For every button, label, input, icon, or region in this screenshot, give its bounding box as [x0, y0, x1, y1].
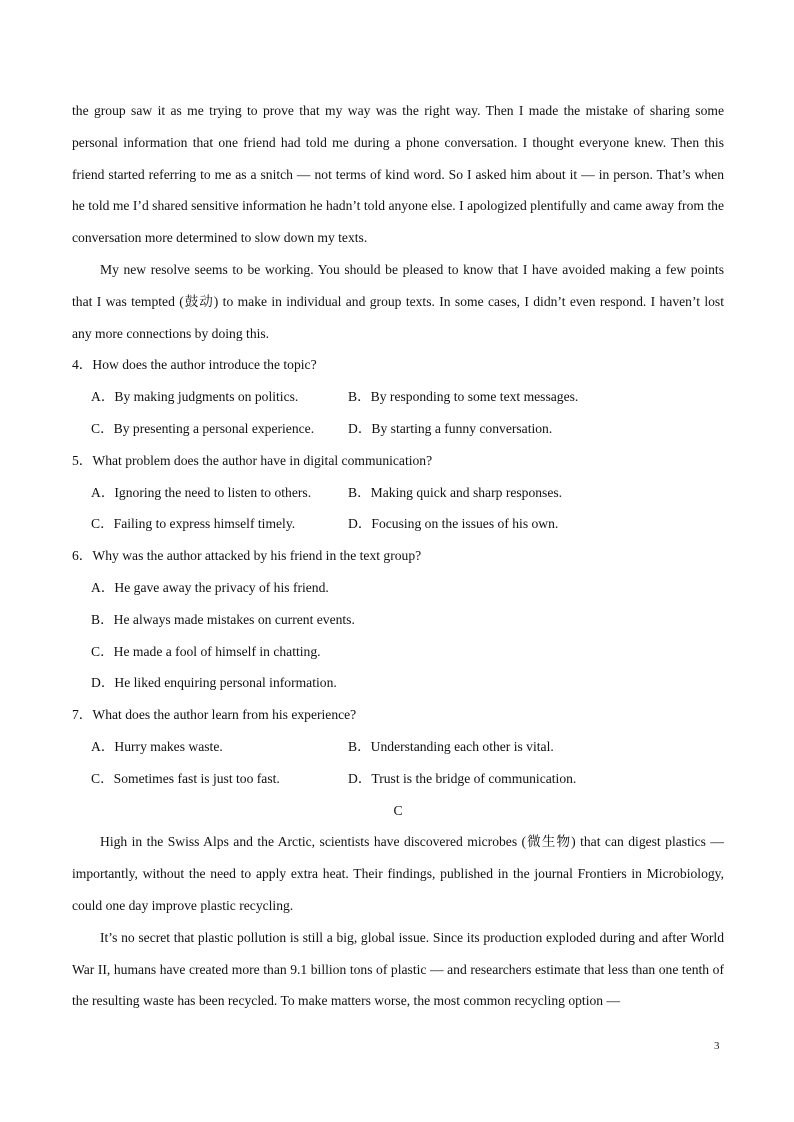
question-4-options-row-2 [72, 413, 724, 445]
question-6-option-a: A．He gave away the privacy of his friend. [91, 579, 329, 595]
question-7-stem: 7．What does the author learn from his experience? [72, 707, 357, 723]
question-5-option-a: A．Ignoring the need to listen to others. [91, 484, 312, 500]
question-4-option-d: D．By starting a funny conversation. [348, 420, 553, 436]
section-c-paragraph-1: High in the Swiss Alps and the Arctic, scientists have discovered microbes (微生物) that can digest plastics — importantly, without the need to apply extra heat. Their findings, published in the journal Frontiers in Microbiology, could one day improve plastic recycling. [72, 834, 724, 913]
question-7-options-row-1 [72, 731, 724, 763]
question-4-option-c: C．By presenting a personal experience. [91, 420, 315, 436]
question-5-option-c: C．Failing to express himself timely. [91, 516, 296, 532]
question-6-stem: 6．Why was the author attacked by his friend in the text group? [72, 548, 422, 564]
question-4-option-b: B．By responding to some text messages. [348, 389, 579, 405]
question-6-option-c: C．He made a fool of himself in chatting. [91, 643, 321, 659]
question-6-option-b: B．He always made mistakes on current events. [91, 611, 355, 627]
passage-b-paragraph-2: My new resolve seems to be working. You should be pleased to know that I have avoided making a few points that I was tempted (鼓动) to make in individual and group texts. In some cases, I didn’t even respond. I haven’t lost any more connections by doing this. [72, 261, 724, 341]
question-4-options-row-1 [72, 381, 724, 413]
question-5-options-row-1 [72, 477, 724, 509]
page-number: 3 [714, 1040, 720, 1052]
question-4-option-a: A．By making judgments on politics. [91, 389, 299, 405]
question-7-option-b: B．Understanding each other is vital. [348, 738, 554, 754]
question-7-option-a: A．Hurry makes waste. [91, 738, 223, 754]
question-4-stem: 4．How does the author introduce the topic? [72, 357, 317, 373]
question-5-option-b: B．Making quick and sharp responses. [348, 484, 563, 500]
question-5-stem: 5．What problem does the author have in digital communication? [72, 452, 433, 468]
passage-b-paragraph-1: the group saw it as me trying to prove that my way was the right way. Then I made the mistake of sharing some personal information that one friend had told me during a phone conversation. I thought everyone knew. Then this friend started referring to me as a snitch — not terms of kind word. So I asked him about it — in person. That’s when he told me I’d shared sensitive information he hadn’t told anyone else. I apologized plentifully and came away from the conversation more determined to slow down my texts. [72, 103, 724, 246]
question-7-options-row-2 [72, 763, 724, 795]
section-c-heading: C [393, 802, 403, 818]
question-7-option-c: C．Sometimes fast is just too fast. [91, 770, 280, 786]
document-page [72, 95, 724, 1017]
section-c-paragraph-2: It’s no secret that plastic pollution is still a big, global issue. Since its production exploded during and after World War II, humans have created more than 9.1 billion tons of plastic — and researchers estimate that less than one tenth of the resulting waste has been recycled. To make matters worse, the most common recycling option — [72, 929, 724, 1009]
question-7-option-d: D．Trust is the bridge of communication. [348, 770, 577, 786]
question-5-options-row-2 [72, 508, 724, 540]
question-5-option-d: D．Focusing on the issues of his own. [348, 516, 559, 532]
question-6-option-d: D．He liked enquiring personal information. [91, 675, 337, 691]
